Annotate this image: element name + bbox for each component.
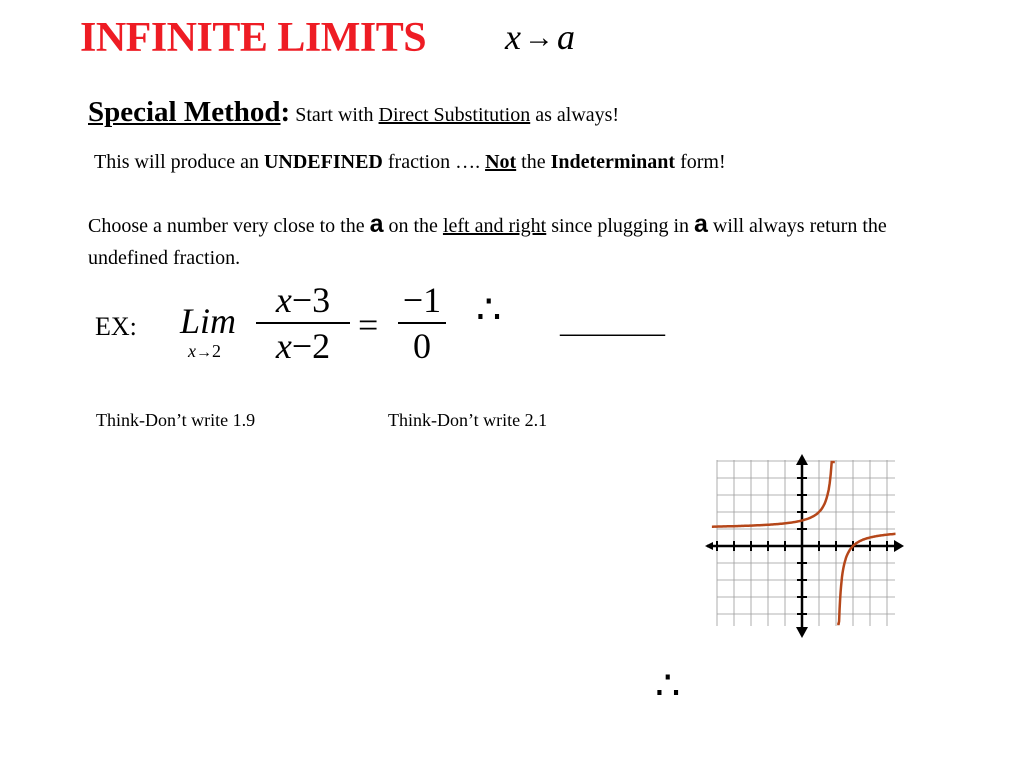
fraction-bar-2 (398, 322, 446, 324)
den-op: − (291, 326, 313, 366)
title-var: x (505, 17, 521, 57)
arrow-icon: → (523, 21, 554, 54)
not-word: Not (485, 151, 517, 173)
undefined-word: UNDEFINED (263, 151, 383, 173)
equals-sign: = (358, 305, 379, 345)
title-expression (505, 16, 575, 58)
num-const: 3 (312, 280, 331, 320)
line3-t3: since plugging in (546, 215, 695, 237)
slide-title: INFINITE LIMITS (80, 15, 427, 61)
den-const: 2 (312, 326, 331, 366)
line3-t4: will always return the undefined fraction. (88, 215, 887, 269)
limit-symbol: Lim (180, 301, 237, 341)
y-axis-arrow-up-icon (796, 454, 808, 465)
example-label: EX: (95, 312, 137, 341)
curve-left-branch (712, 462, 835, 527)
x-axis-arrow-left-icon (705, 542, 713, 550)
rational-expression (256, 280, 350, 366)
undefined-fraction (398, 280, 446, 366)
graph-grid (717, 460, 895, 626)
line2-mid2: the (516, 151, 551, 173)
fraction-denominator (256, 326, 350, 366)
think-right-note: Think-Don’t write 2.1 (388, 410, 548, 430)
den-var: x (275, 326, 292, 366)
answer-blank: _______ (560, 306, 665, 339)
limit-sub-var: x (188, 341, 196, 361)
a-letter-2: a (694, 210, 708, 238)
direct-substitution-text: Direct Substitution (378, 104, 531, 126)
special-method-post: as always! (530, 104, 620, 126)
num-var: x (275, 280, 292, 320)
num-op: − (291, 280, 313, 320)
sub-arrow-icon: → (196, 344, 212, 361)
limit-subscript (188, 341, 221, 362)
think-left-note: Think-Don’t write 1.9 (96, 410, 256, 430)
y-axis-arrow-down-icon (796, 627, 808, 638)
special-method-line (88, 96, 619, 129)
therefore-symbol: ∴ (476, 287, 502, 332)
special-method-label: Special Method (88, 96, 281, 128)
line2-post: form! (675, 151, 726, 173)
fraction-bar (256, 322, 350, 324)
undefined-denominator: 0 (413, 326, 431, 366)
therefore-symbol-bottom: ∴ (655, 663, 681, 708)
undefined-fraction-line (94, 151, 726, 174)
x-axis-arrow-right-icon (894, 540, 904, 552)
special-method-colon: : (280, 96, 291, 128)
line3-t1: Choose a number very close to the (88, 215, 370, 237)
rational-function-graph (700, 450, 910, 640)
choose-number-paragraph (88, 208, 918, 274)
limit-sub-value: 2 (212, 341, 221, 361)
indeterminant-word: Indeterminant (550, 151, 676, 173)
title-target: a (556, 17, 575, 57)
line2-mid: fraction …. (382, 151, 486, 173)
special-method-pre: Start with (290, 104, 379, 126)
line3-t2: on the (383, 215, 443, 237)
fraction-numerator (256, 280, 350, 320)
left-and-right-text: left and right (442, 215, 547, 237)
undefined-numerator: −1 (402, 280, 442, 320)
a-letter-1: a (369, 210, 384, 238)
line2-pre: This will produce an (94, 151, 264, 173)
